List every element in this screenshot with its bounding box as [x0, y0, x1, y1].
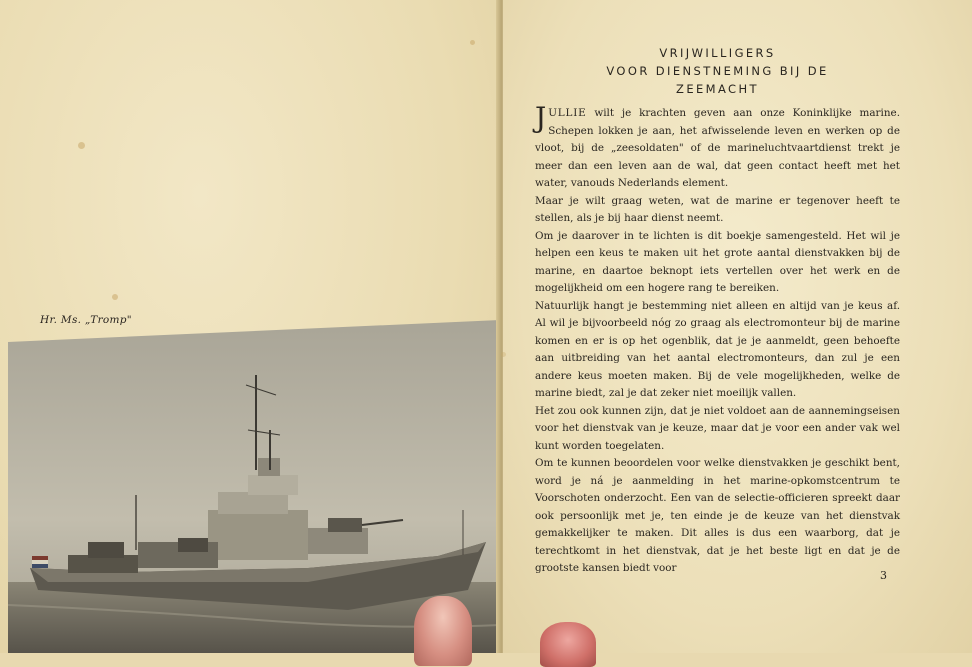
page-number: 3 [880, 569, 887, 582]
foxing-spot [501, 352, 506, 357]
chapter-body [535, 101, 900, 578]
paragraph-text: wilt je krachten geven aan onze Koninklijke marine. Schepen lokken je aan, het afwisselende leven en werken op de vloot, bij de „zeesoldaten" of de marineluchtvaartdienst trekt je meer dan een leven aan de wal, dat geen contact heeft met het water, vanouds Nederlands element. [535, 107, 900, 189]
chapter-text [535, 44, 900, 578]
foxing-spot [112, 294, 118, 300]
paragraph: Maar je wilt graag weten, wat de marine er tegenover heeft te stellen, als je bij haar dienst neemt. [535, 194, 900, 224]
finger [540, 622, 596, 667]
paragraph: Om te kunnen beoordelen voor welke dienstvakken je geschikt bent, word je ná je aanmelding in het marine-opkomstcentrum te Voorschoten onderzocht. Een van de selectie-officieren spreekt daar ook persoonlijk met je, ten einde je de keuze van het dienstvak gemakkelijker te maken. Dit alles is dus een waarborg, dat je terechtkomt in het dienstvak, dat je het beste ligt en dat je de grootste kansen biedt voor [535, 457, 900, 574]
photo-caption: Hr. Ms. „Tromp" [40, 314, 132, 326]
title-line: ZEEMACHT [676, 82, 759, 96]
paragraph: Om je daarover in te lichten is dit boekje samengesteld. Het wil je helpen een keus te maken uit het grote aantal dienstvakken bij de marine, en daartoe beknopt iets vertellen over het werk en de mogelijkheid om een hogere rang te bereiken. [535, 229, 900, 294]
drop-cap: J [535, 101, 547, 134]
foxing-spot [78, 142, 85, 149]
paragraph [535, 101, 900, 193]
title-line: VOOR DIENSTNEMING BIJ DE [606, 64, 829, 78]
paragraph: Het zou ook kunnen zijn, dat je niet voldoet aan de aannemingseisen voor het dienstvak van je keuze, maar dat je voor een ander vak wel kunt worden toegelaten. [535, 404, 900, 452]
title-line: VRIJWILLIGERS [659, 46, 776, 60]
chapter-title [535, 44, 900, 98]
opening-word: ULLIE [548, 107, 587, 119]
paragraph: Natuurlijk hangt je bestemming niet alleen en altijd van je keus af. Al wil je bijvoorbeeld nóg zo graag als electromonteur bij de marine komen en er is op het ogenblik, dat je je aanmeldt, geen behoefte aan uitbreiding van het aantal electromonteurs, dan zul je een andere keus moeten maken. Bij de vele mogelijkheden, welke de marine biedt, zal je dat zeker niet moeilijk vallen. [535, 299, 900, 399]
foxing-spot [470, 40, 475, 45]
thumb [414, 596, 472, 666]
